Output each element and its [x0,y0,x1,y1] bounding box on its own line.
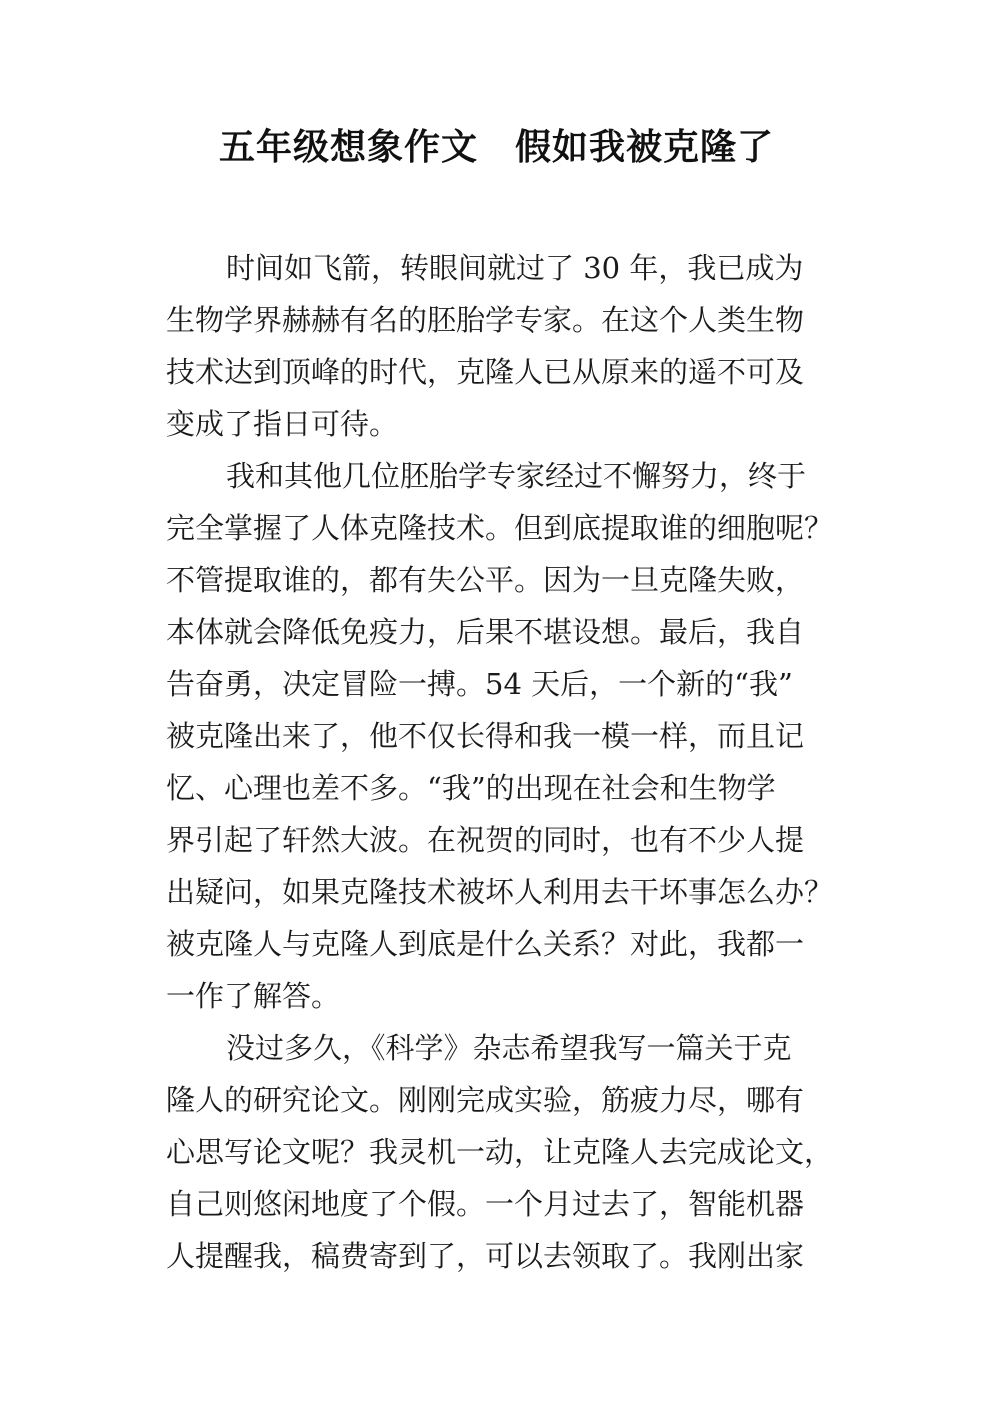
paragraph-3-line-4: 自己则悠闲地度了个假。一个月过去了，智能机器 [166,1187,805,1221]
paragraph-2-line-4: 本体就会降低免疫力，后果不堪设想。最后，我自 [166,615,805,649]
paragraph-2-line-11: 一作了解答。 [166,979,341,1013]
document-title: 五年级想象作文 假如我被克隆了 [218,127,774,168]
paragraph-3-line-2: 隆人的研究论文。刚刚完成实验，筋疲力尽，哪有 [166,1083,805,1117]
paragraph-2-line-9: 出疑问，如果克隆技术被坏人利用去干坏事怎么办？ [166,875,834,909]
paragraph-2-line-3: 不管提取谁的，都有失公平。因为一旦克隆失败， [166,563,805,597]
paragraph-3-line-3: 心思写论文呢？我灵机一动，让克隆人去完成论文， [166,1135,834,1169]
paragraph-2-line-5: 告奋勇，决定冒险一搏。54 天后，一个新的“我” [166,667,793,701]
paragraph-2-line-6: 被克隆出来了，他不仅长得和我一模一样，而且记 [166,719,805,753]
paragraph-1-line-4: 变成了指日可待。 [166,407,399,441]
paragraph-2-line-7: 忆、心理也差不多。“我”的出现在社会和生物学 [166,771,776,805]
paragraph-3-line-5: 人提醒我，稿费寄到了，可以去领取了。我刚出家 [166,1239,805,1273]
document-body [166,242,836,1282]
paragraph-2-line-2: 完全掌握了人体克隆技术。但到底提取谁的细胞呢？ [166,511,834,545]
paragraph-1-line-1: 时间如飞箭，转眼间就过了 30 年，我已成为 [226,251,804,285]
paragraph-2-line-1: 我和其他几位胚胎学专家经过不懈努力，终于 [226,459,807,493]
paragraph-2-line-8: 界引起了轩然大波。在祝贺的同时，也有不少人提 [166,823,805,857]
paragraph-3-line-1: 没过多久，《科学》杂志希望我写一篇关于克 [226,1031,792,1065]
paragraph-2-line-10: 被克隆人与克隆人到底是什么关系？对此，我都一 [166,927,805,961]
paragraph-1-line-2: 生物学界赫赫有名的胚胎学专家。在这个人类生物 [166,303,805,337]
paragraph-1-line-3: 技术达到顶峰的时代，克隆人已从原来的遥不可及 [166,355,805,389]
